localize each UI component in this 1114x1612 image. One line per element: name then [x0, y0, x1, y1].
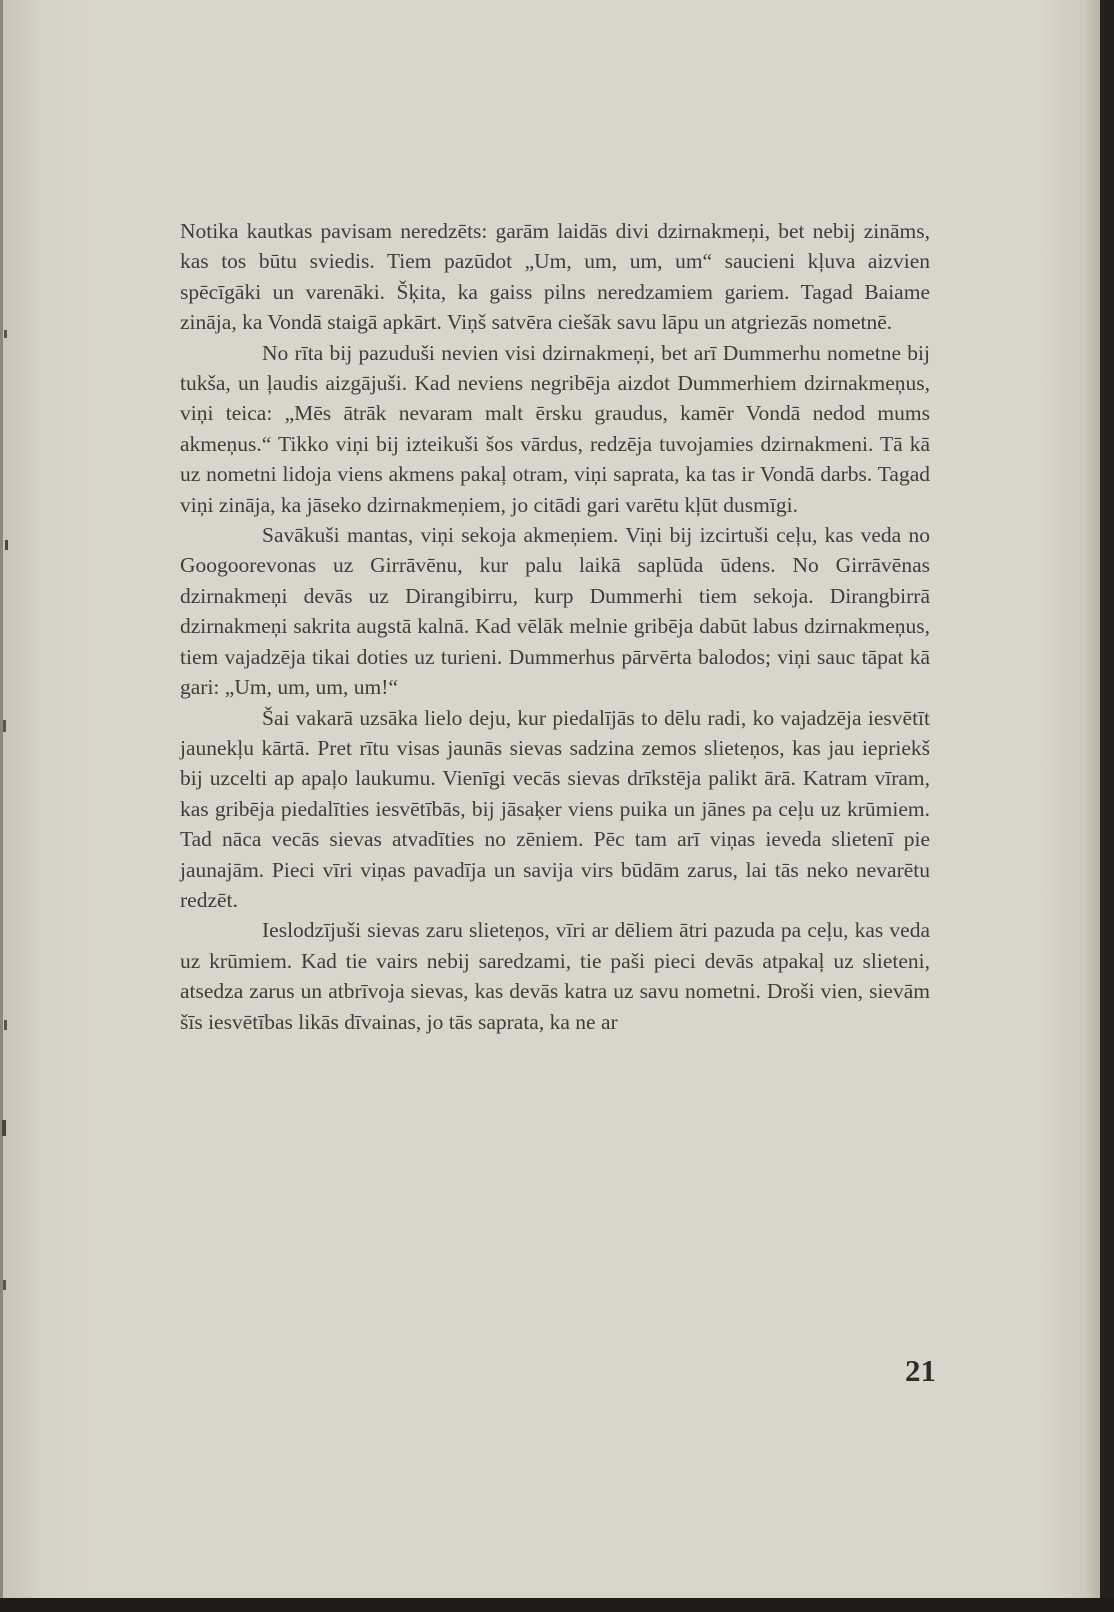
binding-edge-marks	[0, 0, 14, 1598]
paragraph-3: Savākuši mantas, viņi sekoja akmeņiem. Viņi bij izcirtuši ceļu, kas veda no Googoorevonas uz Girrāvēnu, kur palu laikā saplūda ūdens. No Girrāvēnas dzirnakmeņi devās uz Dirangibirru, kurp Dummerhi tiem sekoja. Dirangbirrā dzirnakmeņi sakrita augstā kalnā. Kad vēlāk melnie gribēja dabūt labus dzirnakmeņus, tiem vajadzēja tikai doties uz turieni. Dummerhus pārvērta balodos; viņi sauc tāpat kā gari: „Um, um, um, um!“	[180, 523, 930, 700]
paragraph-2: No rīta bij pazuduši nevien visi dzirnakmeņi, bet arī Dummerhu nometne bij tukša, un ļaudis aizgājuši. Kad neviens negribēja aizdot Dummerhiem dzirnakmeņus, viņi teica: „Mēs ātrāk nevaram malt ērsku graudus, kamēr Vondā nedod mums akmeņus.“ Tikko viņi bij izteikuši šos vārdus, redzēja tuvojamies dzirnakmeni. Tā kā uz nometni lidoja viens akmens pakaļ otram, viņi saprata, ka tas ir Vondā darbs. Tagad viņi zināja, ka jāseko dzirnakmeņiem, jo citādi gari varētu kļūt dusmīgi.	[180, 340, 930, 517]
body-text	[180, 216, 930, 1037]
paragraph-1: Notika kautkas pavisam neredzēts: garām laidās divi dzirnakmeņi, bet nebij zināms, kas tos būtu sviedis. Tiem pazūdot „Um, um, um, um“ saucieni kļuva aizvien spēcīgāki un varenāki. Šķita, ka gaiss pilns neredzamiem gariem. Tagad Baiame zināja, ka Vondā staigā apkārt. Viņš satvēra ciešāk savu lāpu un atgriezās nometnē.	[180, 219, 930, 335]
paragraph-5: Ieslodzījuši sievas zaru slieteņos, vīri ar dēliem ātri pazuda pa ceļu, kas veda uz krūmiem. Kad tie vairs nebij saredzami, tie paši pieci devās atpakaļ uz slieteni, atsedza zarus un atbrīvoja sievas, kas devās katra uz savu nometni. Droši vien, sievām šīs iesvētības likās dīvainas, jo tās saprata, ka ne ar	[180, 918, 930, 1034]
page-right-edge	[1100, 0, 1114, 1612]
page-bottom-edge	[0, 1598, 1114, 1612]
paragraph-4: Šai vakarā uzsāka lielo deju, kur piedalījās to dēlu radi, ko vajadzēja iesvētīt jaunekļu kārtā. Pret rītu visas jaunās sievas sadzina zemos slieteņos, kas jau iepriekš bij uzcelti ap apaļo laukumu. Vienīgi vecās sievas drīkstēja palikt ārā. Katram vīram, kas gribēja piedalīties iesvētībās, bij jāsaķer viens puika un jānes pa ceļu uz krūmiem. Tad nāca vecās sievas atvadīties no zēniem. Pēc tam arī viņas ieveda slietenī pie jaunajām. Pieci vīri viņas pavadīja un savija virs būdām zarus, lai tās neko nevarētu redzēt.	[180, 705, 930, 912]
page-number: 21	[905, 1353, 936, 1388]
